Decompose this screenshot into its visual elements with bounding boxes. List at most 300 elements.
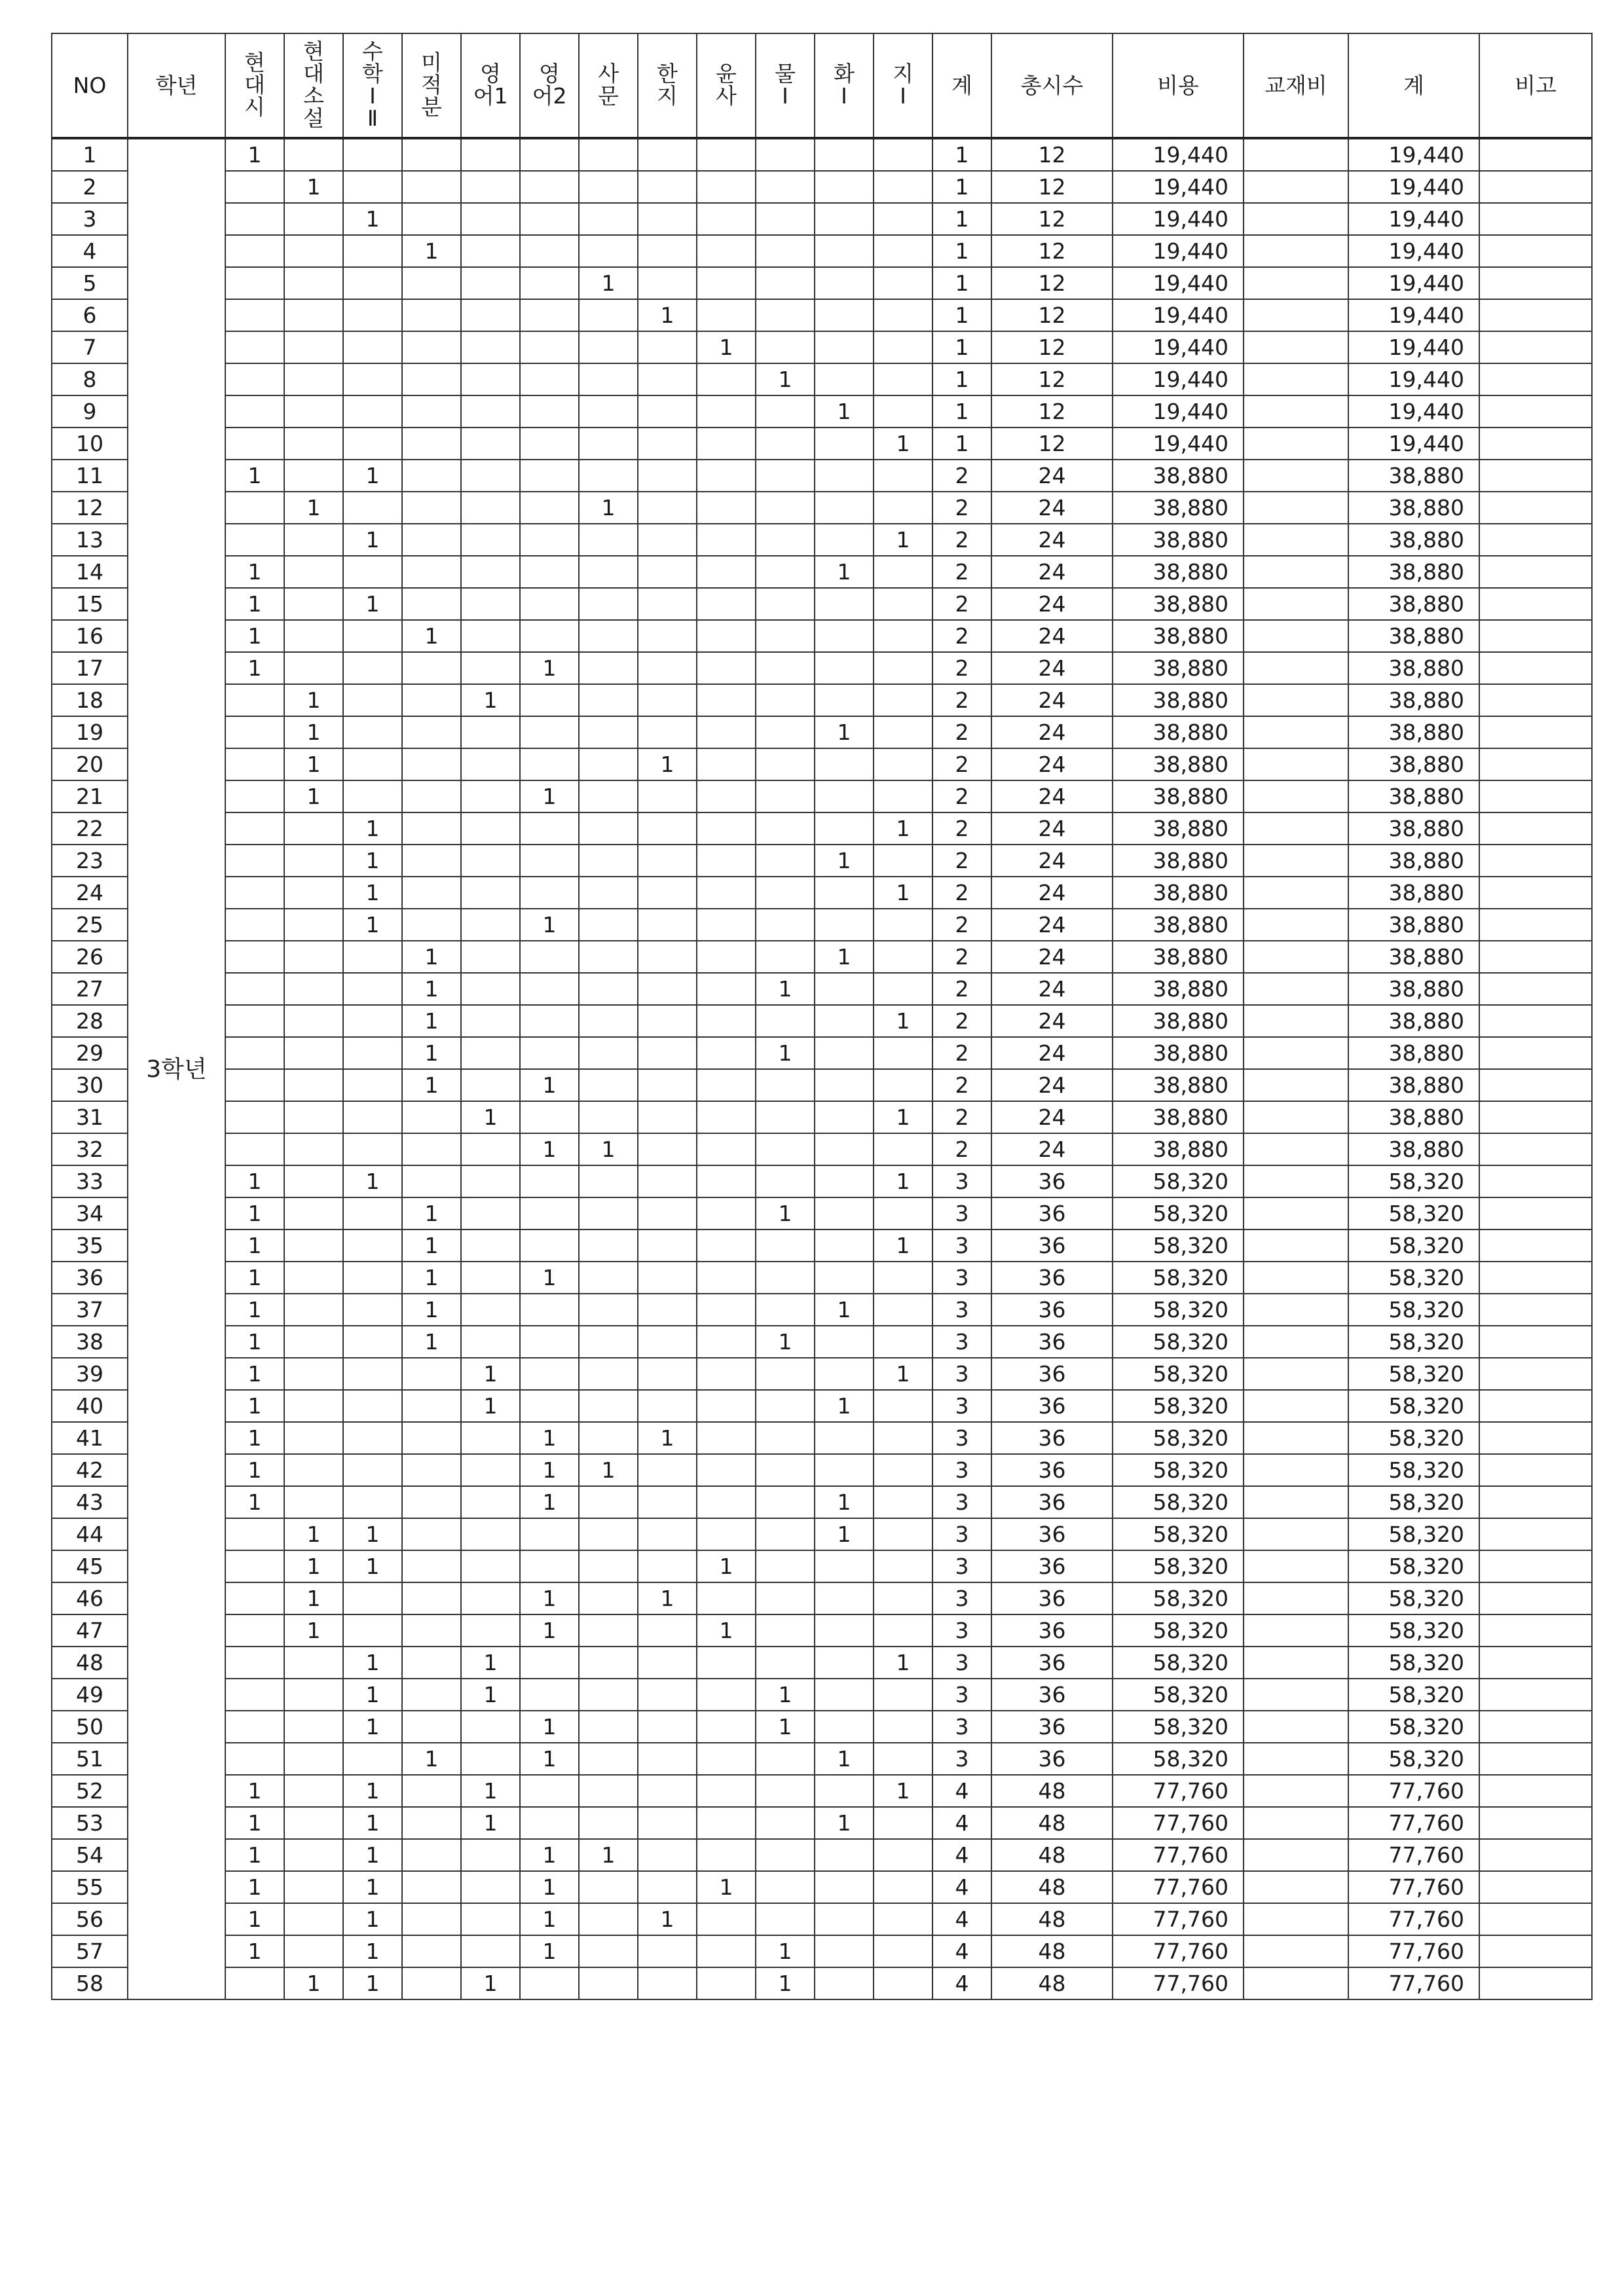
subject-cell: [874, 1743, 932, 1775]
row-material: [1244, 1871, 1348, 1903]
subject-cell: [579, 299, 638, 331]
subject-cell: [284, 652, 343, 684]
subject-cell: [697, 556, 756, 588]
row-cost: 38,880: [1113, 877, 1244, 909]
row-material: [1244, 780, 1348, 812]
subject-cell: [697, 363, 756, 395]
row-hours: 12: [991, 171, 1113, 203]
header-grade: 학년: [128, 33, 225, 138]
subject-cell: [579, 1358, 638, 1390]
subject-cell: 1: [343, 460, 402, 492]
row-no: 8: [52, 363, 128, 395]
row-material: [1244, 620, 1348, 652]
subject-cell: [402, 1422, 461, 1454]
subject-cell: [461, 331, 520, 363]
table-row: [52, 1935, 1592, 1967]
row-cost: 58,320: [1113, 1486, 1244, 1518]
subject-cell: [697, 845, 756, 877]
subject-cell: 1: [579, 267, 638, 299]
subject-cell: [343, 1326, 402, 1358]
row-note: [1479, 1935, 1592, 1967]
table-row: [52, 1422, 1592, 1454]
subject-cell: [284, 1903, 343, 1935]
subject-cell: [225, 524, 284, 556]
subject-cell: [815, 1614, 874, 1647]
subject-cell: [756, 877, 815, 909]
subject-cell: [815, 1550, 874, 1582]
row-note: [1479, 138, 1592, 171]
subject-cell: [343, 267, 402, 299]
subject-cell: [756, 492, 815, 524]
row-no: 40: [52, 1390, 128, 1422]
row-material: [1244, 941, 1348, 973]
subject-cell: 1: [520, 1262, 579, 1294]
row-note: [1479, 556, 1592, 588]
row-cost: 38,880: [1113, 460, 1244, 492]
subject-cell: [402, 1871, 461, 1903]
subject-cell: [343, 941, 402, 973]
subject-cell: 1: [225, 556, 284, 588]
row-hours: 36: [991, 1326, 1113, 1358]
row-total: 19,440: [1348, 235, 1479, 267]
subject-cell: [461, 1743, 520, 1775]
row-no: 16: [52, 620, 128, 652]
row-note: [1479, 1230, 1592, 1262]
subject-cell: [874, 588, 932, 620]
header-subject: 사 문: [579, 33, 638, 138]
subject-cell: [874, 1711, 932, 1743]
subject-cell: [284, 235, 343, 267]
subject-cell: [520, 235, 579, 267]
subject-cell: [402, 1967, 461, 1999]
subject-cell: [697, 588, 756, 620]
row-no: 35: [52, 1230, 128, 1262]
subject-cell: [402, 909, 461, 941]
row-note: [1479, 1871, 1592, 1903]
row-note: [1479, 780, 1592, 812]
subject-cell: 1: [874, 812, 932, 845]
row-total: 38,880: [1348, 492, 1479, 524]
table-row: [52, 235, 1592, 267]
subject-cell: [343, 1614, 402, 1647]
row-total: 77,760: [1348, 1839, 1479, 1871]
subject-cell: 1: [756, 1967, 815, 1999]
table-row: [52, 1390, 1592, 1422]
table-row: [52, 716, 1592, 748]
row-total: 58,320: [1348, 1262, 1479, 1294]
row-total: 77,760: [1348, 1871, 1479, 1903]
subject-cell: [402, 556, 461, 588]
subject-cell: [579, 1582, 638, 1614]
row-total: 58,320: [1348, 1550, 1479, 1582]
subject-cell: [579, 941, 638, 973]
subject-cell: [638, 1197, 697, 1230]
row-no: 19: [52, 716, 128, 748]
table-row: [52, 909, 1592, 941]
row-note: [1479, 460, 1592, 492]
subject-cell: 1: [756, 1711, 815, 1743]
subject-cell: [461, 909, 520, 941]
subject-cell: 1: [756, 1326, 815, 1358]
subject-cell: [402, 1101, 461, 1133]
subject-cell: [815, 1903, 874, 1935]
row-cost: 38,880: [1113, 684, 1244, 716]
table-row: [52, 1647, 1592, 1679]
row-no: 15: [52, 588, 128, 620]
subject-cell: [579, 1807, 638, 1839]
subject-cell: [461, 1871, 520, 1903]
subject-cell: [225, 492, 284, 524]
row-material: [1244, 1133, 1348, 1165]
row-note: [1479, 524, 1592, 556]
row-hours: 24: [991, 588, 1113, 620]
subject-cell: [815, 171, 874, 203]
row-material: [1244, 203, 1348, 235]
row-hours: 12: [991, 363, 1113, 395]
subject-cell: [461, 1230, 520, 1262]
subject-cell: [520, 1165, 579, 1197]
row-cost: 19,440: [1113, 203, 1244, 235]
subject-cell: [697, 716, 756, 748]
row-hours: 36: [991, 1486, 1113, 1518]
row-note: [1479, 1326, 1592, 1358]
row-count: 3: [932, 1550, 991, 1582]
subject-cell: [579, 171, 638, 203]
subject-cell: [638, 652, 697, 684]
subject-cell: [874, 1518, 932, 1550]
subject-cell: [284, 1390, 343, 1422]
subject-cell: 1: [520, 1839, 579, 1871]
subject-cell: [461, 748, 520, 780]
row-material: [1244, 492, 1348, 524]
row-count: 2: [932, 1037, 991, 1069]
subject-cell: [579, 428, 638, 460]
document-page: [51, 33, 1585, 2000]
table-row: [52, 1486, 1592, 1518]
subject-cell: [638, 909, 697, 941]
subject-cell: [756, 556, 815, 588]
row-count: 1: [932, 138, 991, 171]
subject-cell: [579, 1326, 638, 1358]
subject-cell: [638, 1037, 697, 1069]
subject-cell: [284, 299, 343, 331]
subject-cell: [520, 331, 579, 363]
subject-cell: [874, 909, 932, 941]
row-hours: 24: [991, 1101, 1113, 1133]
row-note: [1479, 171, 1592, 203]
subject-cell: [579, 138, 638, 171]
row-cost: 19,440: [1113, 138, 1244, 171]
subject-cell: [343, 556, 402, 588]
row-note: [1479, 1679, 1592, 1711]
subject-cell: [520, 1005, 579, 1037]
row-total: 77,760: [1348, 1903, 1479, 1935]
subject-cell: [874, 556, 932, 588]
subject-cell: [638, 973, 697, 1005]
row-count: 2: [932, 973, 991, 1005]
subject-cell: 1: [579, 1133, 638, 1165]
subject-cell: 1: [520, 1454, 579, 1486]
subject-cell: [402, 1454, 461, 1486]
table-row: [52, 1871, 1592, 1903]
table-row: [52, 1614, 1592, 1647]
row-note: [1479, 1390, 1592, 1422]
subject-cell: [343, 1230, 402, 1262]
row-cost: 19,440: [1113, 428, 1244, 460]
row-no: 23: [52, 845, 128, 877]
row-hours: 24: [991, 941, 1113, 973]
row-total: 58,320: [1348, 1647, 1479, 1679]
subject-cell: [461, 235, 520, 267]
row-hours: 24: [991, 524, 1113, 556]
subject-cell: [815, 138, 874, 171]
table-row: [52, 1358, 1592, 1390]
row-total: 38,880: [1348, 1037, 1479, 1069]
row-cost: 58,320: [1113, 1326, 1244, 1358]
subject-cell: [638, 1550, 697, 1582]
table-row: [52, 1294, 1592, 1326]
row-no: 17: [52, 652, 128, 684]
table-row: [52, 1165, 1592, 1197]
row-total: 19,440: [1348, 138, 1479, 171]
row-count: 4: [932, 1935, 991, 1967]
row-count: 3: [932, 1390, 991, 1422]
subject-cell: [697, 1101, 756, 1133]
table-row: [52, 171, 1592, 203]
subject-cell: [815, 1165, 874, 1197]
subject-cell: [815, 620, 874, 652]
subject-cell: [815, 1711, 874, 1743]
row-no: 1: [52, 138, 128, 171]
row-material: [1244, 1390, 1348, 1422]
subject-cell: [697, 780, 756, 812]
row-total: 38,880: [1348, 780, 1479, 812]
subject-cell: [874, 363, 932, 395]
subject-cell: [697, 1422, 756, 1454]
subject-cell: [520, 395, 579, 428]
header-material: 교재비: [1244, 33, 1348, 138]
row-material: [1244, 1839, 1348, 1871]
row-no: 57: [52, 1935, 128, 1967]
subject-cell: [697, 1037, 756, 1069]
row-count: 4: [932, 1967, 991, 1999]
row-no: 4: [52, 235, 128, 267]
subject-cell: [225, 1614, 284, 1647]
row-count: 2: [932, 1005, 991, 1037]
subject-cell: [874, 620, 932, 652]
row-total: 58,320: [1348, 1326, 1479, 1358]
subject-cell: 1: [638, 748, 697, 780]
subject-cell: [461, 1839, 520, 1871]
subject-cell: [343, 492, 402, 524]
row-note: [1479, 1614, 1592, 1647]
row-hours: 12: [991, 235, 1113, 267]
table-row: [52, 556, 1592, 588]
subject-cell: [815, 235, 874, 267]
subject-cell: [697, 1230, 756, 1262]
subject-cell: [284, 1197, 343, 1230]
subject-cell: [284, 877, 343, 909]
subject-cell: [697, 1807, 756, 1839]
row-material: [1244, 556, 1348, 588]
header-subject: 윤 사: [697, 33, 756, 138]
subject-cell: [461, 492, 520, 524]
subject-cell: [520, 203, 579, 235]
table-row: [52, 1326, 1592, 1358]
subject-cell: 1: [815, 556, 874, 588]
subject-cell: [461, 877, 520, 909]
row-hours: 24: [991, 748, 1113, 780]
row-count: 3: [932, 1230, 991, 1262]
row-cost: 38,880: [1113, 588, 1244, 620]
row-hours: 24: [991, 1069, 1113, 1101]
subject-cell: [638, 1005, 697, 1037]
subject-cell: [874, 780, 932, 812]
subject-cell: [461, 780, 520, 812]
row-count: 1: [932, 171, 991, 203]
row-total: 38,880: [1348, 973, 1479, 1005]
subject-cell: [756, 1903, 815, 1935]
subject-cell: 1: [874, 1165, 932, 1197]
row-count: 2: [932, 524, 991, 556]
subject-cell: [756, 1743, 815, 1775]
subject-cell: [697, 620, 756, 652]
row-note: [1479, 1101, 1592, 1133]
subject-cell: [284, 1679, 343, 1711]
row-no: 43: [52, 1486, 128, 1518]
subject-cell: 1: [697, 331, 756, 363]
subject-cell: [756, 331, 815, 363]
subject-cell: [402, 1647, 461, 1679]
row-no: 54: [52, 1839, 128, 1871]
row-hours: 48: [991, 1967, 1113, 1999]
row-cost: 38,880: [1113, 780, 1244, 812]
subject-cell: [284, 363, 343, 395]
subject-cell: [579, 1037, 638, 1069]
row-no: 30: [52, 1069, 128, 1101]
subject-cell: [638, 1326, 697, 1358]
row-hours: 24: [991, 1037, 1113, 1069]
subject-cell: [579, 556, 638, 588]
subject-cell: 1: [284, 780, 343, 812]
row-cost: 58,320: [1113, 1165, 1244, 1197]
subject-cell: [815, 748, 874, 780]
subject-cell: [343, 716, 402, 748]
subject-cell: [225, 780, 284, 812]
subject-cell: [579, 1422, 638, 1454]
table-row: [52, 652, 1592, 684]
subject-cell: [697, 460, 756, 492]
subject-cell: [520, 1294, 579, 1326]
subject-cell: [874, 1486, 932, 1518]
row-cost: 58,320: [1113, 1230, 1244, 1262]
subject-cell: 1: [402, 620, 461, 652]
subject-cell: [874, 1197, 932, 1230]
subject-cell: [756, 652, 815, 684]
row-material: [1244, 1935, 1348, 1967]
subject-cell: [225, 171, 284, 203]
subject-cell: [579, 652, 638, 684]
row-count: 2: [932, 1101, 991, 1133]
row-hours: 24: [991, 1005, 1113, 1037]
subject-cell: [638, 1294, 697, 1326]
subject-cell: [815, 1935, 874, 1967]
row-count: 2: [932, 1133, 991, 1165]
subject-cell: [697, 1711, 756, 1743]
subject-cell: [756, 1230, 815, 1262]
subject-cell: [756, 1614, 815, 1647]
subject-cell: [579, 1967, 638, 1999]
subject-cell: 1: [343, 1807, 402, 1839]
subject-cell: [402, 877, 461, 909]
row-count: 3: [932, 1422, 991, 1454]
row-total: 38,880: [1348, 1069, 1479, 1101]
subject-cell: [520, 716, 579, 748]
subject-cell: 1: [402, 235, 461, 267]
row-cost: 38,880: [1113, 620, 1244, 652]
subject-cell: [402, 652, 461, 684]
subject-cell: 1: [579, 492, 638, 524]
row-no: 49: [52, 1679, 128, 1711]
subject-cell: [874, 235, 932, 267]
row-note: [1479, 620, 1592, 652]
subject-cell: 1: [284, 716, 343, 748]
row-no: 22: [52, 812, 128, 845]
table-row: [52, 812, 1592, 845]
row-cost: 58,320: [1113, 1197, 1244, 1230]
subject-cell: 1: [638, 1422, 697, 1454]
subject-cell: [343, 1101, 402, 1133]
subject-cell: [697, 1935, 756, 1967]
subject-cell: 1: [402, 1230, 461, 1262]
subject-cell: [579, 1614, 638, 1647]
subject-cell: [520, 1390, 579, 1422]
row-total: 58,320: [1348, 1294, 1479, 1326]
subject-cell: [697, 909, 756, 941]
subject-cell: [579, 1903, 638, 1935]
row-hours: 36: [991, 1518, 1113, 1550]
subject-cell: 1: [343, 1679, 402, 1711]
subject-cell: [520, 1550, 579, 1582]
row-cost: 19,440: [1113, 363, 1244, 395]
subject-cell: 1: [343, 1647, 402, 1679]
row-count: 1: [932, 267, 991, 299]
subject-cell: [815, 331, 874, 363]
row-total: 19,440: [1348, 331, 1479, 363]
row-note: [1479, 331, 1592, 363]
subject-cell: 1: [343, 524, 402, 556]
subject-cell: [343, 1069, 402, 1101]
subject-cell: [461, 363, 520, 395]
table-row: [52, 941, 1592, 973]
subject-cell: [461, 1582, 520, 1614]
row-material: [1244, 973, 1348, 1005]
subject-cell: [520, 171, 579, 203]
subject-cell: [343, 395, 402, 428]
subject-cell: [461, 1454, 520, 1486]
subject-cell: [579, 1711, 638, 1743]
subject-cell: [402, 460, 461, 492]
subject-cell: [520, 941, 579, 973]
subject-cell: 1: [520, 1711, 579, 1743]
row-count: 3: [932, 1294, 991, 1326]
subject-cell: [520, 620, 579, 652]
row-no: 25: [52, 909, 128, 941]
row-total: 19,440: [1348, 171, 1479, 203]
row-note: [1479, 1518, 1592, 1550]
row-count: 3: [932, 1197, 991, 1230]
subject-cell: [638, 331, 697, 363]
